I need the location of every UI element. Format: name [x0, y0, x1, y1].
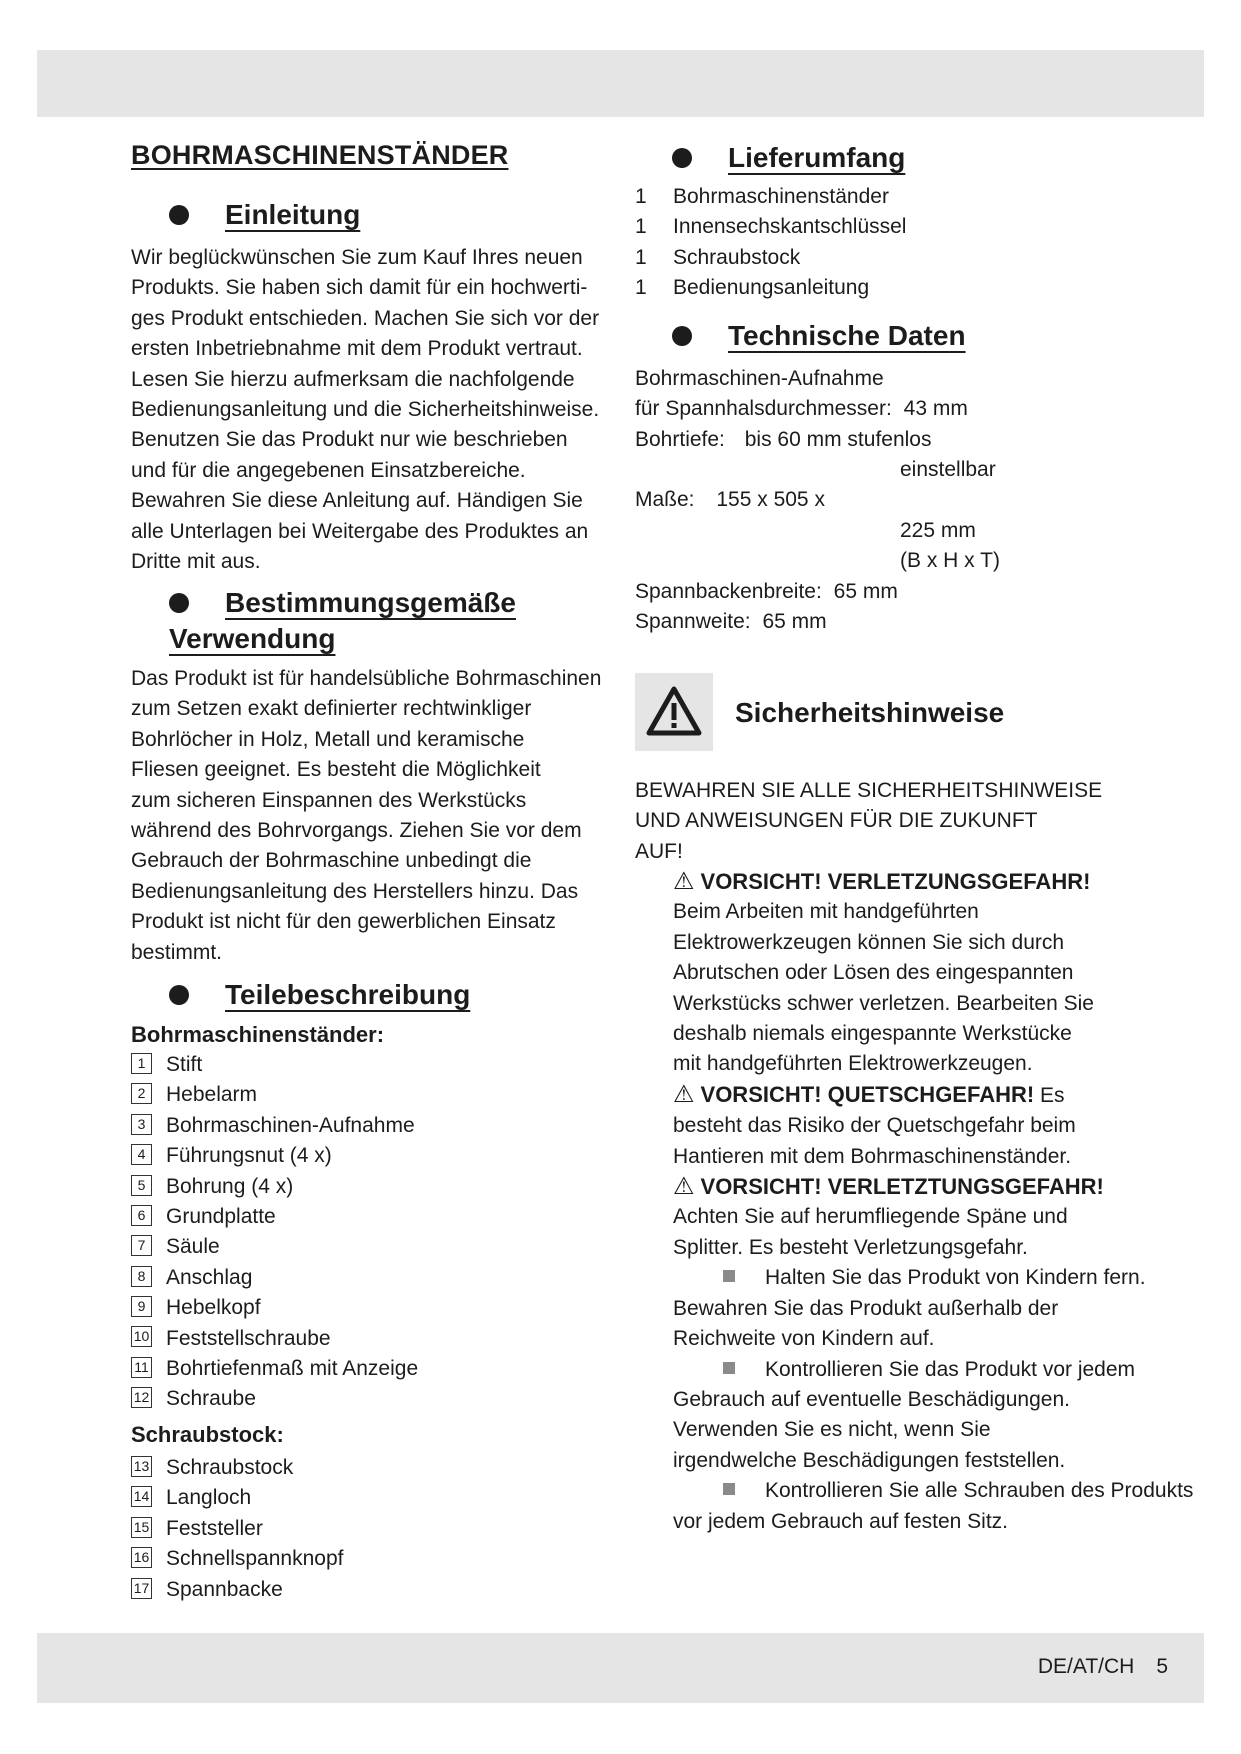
bullet-icon: [672, 148, 692, 168]
list-item: 10 Feststellschraube: [131, 1324, 418, 1354]
list-item: 2 Hebelarm: [131, 1080, 418, 1110]
list-item: 9 Hebelkopf: [131, 1293, 418, 1323]
warning-title: ⚠ VORSICHT! QUETSCHGEFAHR! Es: [673, 1080, 1195, 1111]
use-paragraph: Das Produkt ist für handelsübliche Bohrmaschinen zum Setzen exakt definierter rechtwinkliger Bohrlöcher in Holz, Metall und keramische Fliesen geeignet. Es besteht die Möglichkeit zum sicheren Einspannen des Werkstücks während des Bohrvorgangs. Ziehen Sie vor dem Gebrauch der Bohrmaschine unbedingt die Bedienungsanleitung des Herstellers hinzu. Das Produkt ist nicht für den gewerblichen Einsatz bestimmt.: [131, 667, 602, 964]
bullet-icon: [672, 326, 692, 346]
list-item: 1 Innensechskantschlüssel: [635, 215, 907, 239]
list-item: 15 Feststeller: [131, 1514, 343, 1544]
spec-line: für Spannhalsdurchmesser: 43 mm: [635, 397, 968, 420]
bullet-icon: [169, 205, 189, 225]
parts-group-title: Bohrmaschinenständer:: [131, 1022, 385, 1047]
safety-heading: Sicherheitshinweise: [735, 697, 1005, 728]
square-bullet-icon: [723, 1483, 735, 1495]
page-title: BOHRMASCHINENSTÄNDER: [131, 140, 509, 170]
page-number: 5: [1156, 1655, 1168, 1678]
section-heading-parts: Teilebeschreibung: [169, 977, 609, 1017]
list-item: 1 Stift: [131, 1050, 418, 1080]
warning-icon: ⚠: [673, 1173, 695, 1201]
bullet-item: Halten Sie das Produkt von Kindern fern.: [673, 1263, 1195, 1293]
header-band: [37, 50, 1204, 117]
square-bullet-icon: [723, 1362, 735, 1374]
list-item: 16 Schnellspannknopf: [131, 1544, 343, 1574]
warning-title: ⚠ VORSICHT! VERLETZUNGSGEFAHR!: [673, 867, 1195, 897]
warning-triangle-icon: [635, 673, 713, 751]
list-item: 14 Langloch: [131, 1483, 343, 1513]
spec-line: Bohrtiefe: bis 60 mm stufenlos: [635, 428, 932, 451]
footer-band: [37, 1633, 1204, 1703]
spec-line: einstellbar: [900, 458, 996, 481]
safety-warnings: ⚠ VORSICHT! VERLETZUNGSGEFAHR! Beim Arbeiten mit handgeführten Elektrowerkzeugen können Sie sich durch Abrutschen oder Lösen des eingespannten Werkstücks schwer verletzen. Bearbeiten Sie deshalb niemals eingespannte Werkstücke mit handgeführten Elektrowerkzeugen. ⚠ VORSICHT! QUETSCHGEFAHR! Es besteht das Risiko der Quetschgefahr beim Hantieren mit dem Bohrmaschinenständer. ⚠ VORSICHT! VERLETZTUNGSGEFAHR! Achten Sie auf herumfliegende Späne und Splitter. Es besteht Verletzungsgefahr. Halten Sie das Produkt von Kindern fern. Bewahren Sie das Produkt außerhalb der Reichweite von Kindern auf. Kontrollieren Sie das Produkt vor jedem Gebrauch auf eventuelle Beschädigungen. Verwenden Sie es nicht, wenn Sie irgendwelche Beschädigungen feststellen. Kontrollieren Sie alle Schrauben des Produkts vor jedem Gebrauch auf festen Sitz.: [673, 868, 1194, 1533]
list-item: 8 Anschlag: [131, 1263, 418, 1293]
warning-title: ⚠ VORSICHT! VERLETZTUNGSGEFAHR!: [673, 1172, 1195, 1202]
warning-icon: ⚠: [673, 868, 695, 895]
list-item: 1 Schraubstock: [635, 245, 801, 269]
parts-list-vise: [131, 1453, 343, 1605]
spec-line: (B x H x T): [900, 549, 1000, 572]
parts-group-title: Schraubstock:: [131, 1422, 284, 1447]
list-item: 3 Bohrmaschinen-Aufnahme: [131, 1111, 418, 1141]
parts-list-stand: [131, 1050, 418, 1415]
list-item: 6 Grundplatte: [131, 1202, 418, 1232]
section-heading-tech: Technische Daten: [672, 318, 1172, 358]
spec-line: Spannweite: 65 mm: [635, 610, 827, 633]
list-item: 1 Bohrmaschinenständer: [635, 185, 889, 208]
intro-paragraph: Wir beglückwünschen Sie zum Kauf Ihres neuen Produkts. Sie haben sich damit für ein hochwerti- ges Produkt entschieden. Machen Sie sich vor der ersten Inbetriebnahme mit dem Produkt vertraut. Lesen Sie hierzu aufmerksam die nachfolgende Bedienungsanleitung und die Sicherheitshinweise. Benutzen Sie das Produkt nur wie beschrieben und für die angegebenen Einsatzbereiche. Bewahren Sie diese Anleitung auf. Händigen Sie alle Unterlagen bei Weitergabe des Produktes an Dritte mit aus.: [131, 246, 600, 574]
supply-list: [635, 182, 906, 304]
footer-region: DE/AT/CH: [1037, 1655, 1135, 1678]
warning-icon: ⚠: [673, 1080, 695, 1108]
list-item: 7 Säule: [131, 1232, 418, 1262]
spec-line: 225 mm: [900, 519, 976, 542]
section-heading-intro: Einleitung: [169, 197, 609, 237]
list-item: 11 Bohrtiefenmaß mit Anzeige: [131, 1354, 418, 1384]
spec-line: Maße: 155 x 505 x: [635, 488, 825, 511]
bullet-icon: [169, 593, 189, 613]
section-heading-use: Bestimmungsgemäße Verwendung: [169, 587, 516, 654]
list-item: 1 Bedienungsanleitung: [635, 276, 870, 300]
section-heading-supply: Lieferumfang: [672, 140, 1172, 180]
square-bullet-icon: [723, 1270, 735, 1282]
list-item: 17 Spannbacke: [131, 1575, 343, 1605]
spec-line: Bohrmaschinen-Aufnahme: [635, 367, 884, 390]
keep-instructions: BEWAHREN SIE ALLE SICHERHEITSHINWEISE UND ANWEISUNGEN FÜR DIE ZUKUNFT AUF!: [635, 779, 1103, 863]
list-item: 12 Schraube: [131, 1384, 418, 1414]
list-item: 4 Führungsnut (4 x): [131, 1141, 418, 1171]
list-item: 13 Schraubstock: [131, 1453, 343, 1483]
spec-line: Spannbackenbreite: 65 mm: [635, 580, 898, 603]
footer: [1038, 1655, 1168, 1679]
bullet-icon: [169, 985, 189, 1005]
warning-box: [635, 673, 713, 751]
bullet-item: Kontrollieren Sie alle Schrauben des Produkts: [673, 1476, 1195, 1506]
list-item: 5 Bohrung (4 x): [131, 1172, 418, 1202]
bullet-item: Kontrollieren Sie das Produkt vor jedem: [673, 1355, 1195, 1385]
